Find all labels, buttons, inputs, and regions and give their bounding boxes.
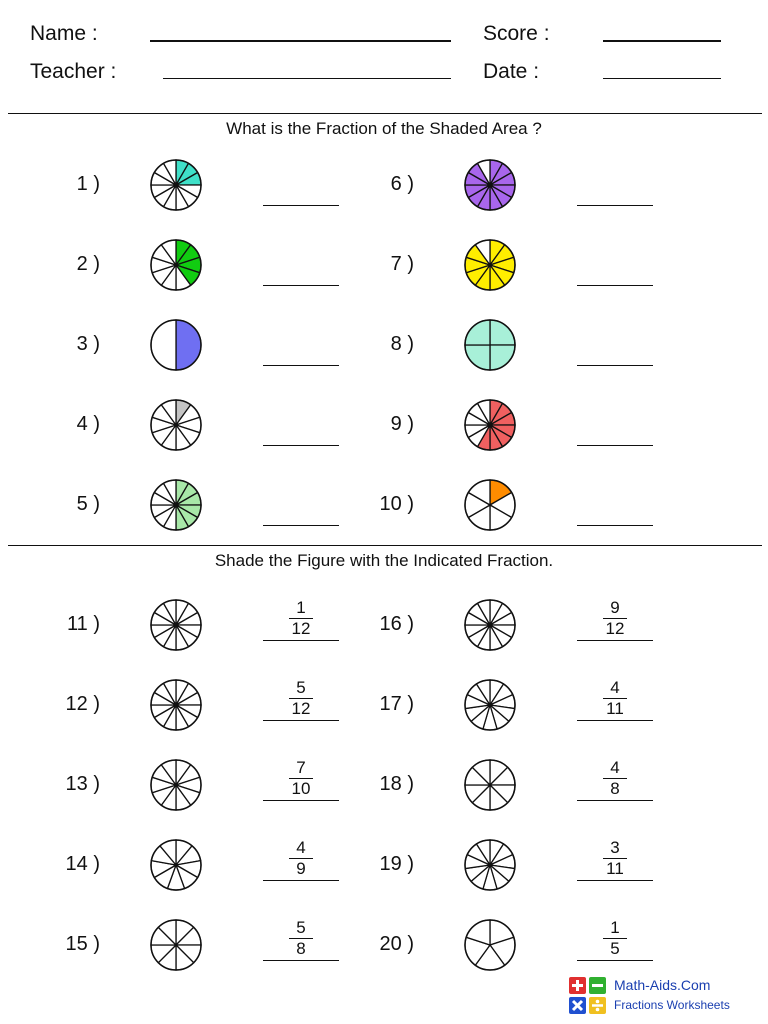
date-line[interactable] xyxy=(603,78,721,79)
score-label: Score : xyxy=(483,22,550,45)
target-fraction xyxy=(263,598,339,641)
question-number: 11 ) xyxy=(67,613,100,635)
target-fraction xyxy=(577,918,653,961)
question-number: 5 ) xyxy=(76,493,100,515)
fraction-denominator: 10 xyxy=(291,779,311,798)
blank-pie[interactable] xyxy=(149,598,203,652)
divider-middle xyxy=(8,545,762,546)
blank-pie[interactable] xyxy=(149,918,203,972)
answer-line[interactable] xyxy=(577,365,653,366)
fraction-denominator: 11 xyxy=(606,699,624,718)
fraction-pie[interactable] xyxy=(463,238,517,292)
teacher-label: Teacher : xyxy=(30,60,117,83)
answer-line[interactable] xyxy=(263,800,339,801)
answer-line[interactable] xyxy=(577,640,653,641)
question-number: 1 ) xyxy=(76,173,100,195)
fraction-pie[interactable] xyxy=(149,238,203,292)
fraction-numerator: 4 xyxy=(610,758,620,777)
answer-line[interactable] xyxy=(577,205,653,206)
answer-line[interactable] xyxy=(577,880,653,881)
fraction-denominator: 12 xyxy=(605,619,625,638)
answer-line[interactable] xyxy=(263,640,339,641)
section2-title: Shade the Figure with the Indicated Fraction. xyxy=(214,551,554,570)
question-number: 13 ) xyxy=(65,773,100,795)
fraction-pie[interactable] xyxy=(149,398,203,452)
math-aids-logo[interactable] xyxy=(568,976,758,1018)
answer-line[interactable] xyxy=(577,445,653,446)
fraction-numerator: 7 xyxy=(296,758,306,777)
answer-line[interactable] xyxy=(577,720,653,721)
fraction-pie[interactable] xyxy=(463,318,517,372)
fraction-numerator: 5 xyxy=(296,678,306,697)
blank-pie[interactable] xyxy=(149,758,203,812)
fraction-numerator: 4 xyxy=(610,678,620,697)
question-number: 14 ) xyxy=(65,853,100,875)
target-fraction xyxy=(577,838,653,881)
answer-line[interactable] xyxy=(263,880,339,881)
question-number: 19 ) xyxy=(379,853,414,875)
fraction-denominator: 8 xyxy=(296,939,306,958)
fraction-pie[interactable] xyxy=(149,318,203,372)
blank-pie[interactable] xyxy=(463,678,517,732)
target-fraction xyxy=(263,918,339,961)
blank-pie[interactable] xyxy=(463,838,517,892)
fraction-numerator: 1 xyxy=(610,918,620,937)
footer-brand: Math-Aids.Com xyxy=(614,977,711,993)
fraction-pie[interactable] xyxy=(463,398,517,452)
answer-line[interactable] xyxy=(263,525,339,526)
question-number: 2 ) xyxy=(76,253,100,275)
target-fraction xyxy=(577,598,653,641)
target-fraction xyxy=(577,758,653,801)
date-label: Date : xyxy=(483,60,540,83)
answer-line[interactable] xyxy=(263,285,339,286)
fraction-denominator: 11 xyxy=(606,859,624,878)
question-number: 18 ) xyxy=(379,773,414,795)
answer-line[interactable] xyxy=(263,205,339,206)
question-number: 4 ) xyxy=(76,413,100,435)
name-label: Name : xyxy=(30,22,98,45)
divider-top xyxy=(8,113,762,114)
question-number: 7 ) xyxy=(390,253,414,275)
pie-slice-shaded[interactable] xyxy=(176,320,201,370)
answer-line[interactable] xyxy=(263,445,339,446)
question-number: 3 ) xyxy=(76,333,100,355)
fraction-denominator: 8 xyxy=(610,779,620,798)
section1-title: What is the Fraction of the Shaded Area ? xyxy=(226,119,542,138)
answer-line[interactable] xyxy=(263,720,339,721)
answer-line[interactable] xyxy=(263,365,339,366)
fraction-pie[interactable] xyxy=(463,158,517,212)
target-fraction xyxy=(577,678,653,721)
answer-line[interactable] xyxy=(577,285,653,286)
target-fraction xyxy=(263,678,339,721)
fraction-numerator: 5 xyxy=(296,918,306,937)
footer-subtitle: Fractions Worksheets xyxy=(614,998,730,1012)
answer-line[interactable] xyxy=(263,960,339,961)
blank-pie[interactable] xyxy=(463,918,517,972)
question-number: 15 ) xyxy=(65,933,100,955)
fraction-numerator: 1 xyxy=(296,598,306,617)
question-number: 9 ) xyxy=(390,413,414,435)
target-fraction xyxy=(263,758,339,801)
question-number: 10 ) xyxy=(379,493,414,515)
fraction-numerator: 9 xyxy=(610,598,620,617)
fraction-pie[interactable] xyxy=(149,158,203,212)
name-line[interactable] xyxy=(150,40,451,42)
fraction-denominator: 5 xyxy=(610,939,620,958)
fraction-denominator: 12 xyxy=(291,619,311,638)
answer-line[interactable] xyxy=(577,525,653,526)
fraction-denominator: 12 xyxy=(291,699,311,718)
fraction-denominator: 9 xyxy=(296,859,306,878)
pie-slice[interactable] xyxy=(151,320,176,370)
question-number: 6 ) xyxy=(390,173,414,195)
question-number: 12 ) xyxy=(65,693,100,715)
blank-pie[interactable] xyxy=(149,838,203,892)
fraction-pie[interactable] xyxy=(463,478,517,532)
question-number: 17 ) xyxy=(379,693,414,715)
fraction-numerator: 4 xyxy=(296,838,306,857)
teacher-line[interactable] xyxy=(163,78,451,79)
question-number: 8 ) xyxy=(390,333,414,355)
answer-line[interactable] xyxy=(577,800,653,801)
math-operators-icon xyxy=(568,976,608,1016)
blank-pie[interactable] xyxy=(149,678,203,732)
fraction-numerator: 3 xyxy=(610,838,620,857)
fraction-pie[interactable] xyxy=(149,478,203,532)
question-number: 16 ) xyxy=(379,613,414,635)
question-number: 20 ) xyxy=(379,933,414,955)
blank-pie[interactable] xyxy=(463,758,517,812)
blank-pie[interactable] xyxy=(463,598,517,652)
score-line[interactable] xyxy=(603,40,721,42)
answer-line[interactable] xyxy=(577,960,653,961)
target-fraction xyxy=(263,838,339,881)
